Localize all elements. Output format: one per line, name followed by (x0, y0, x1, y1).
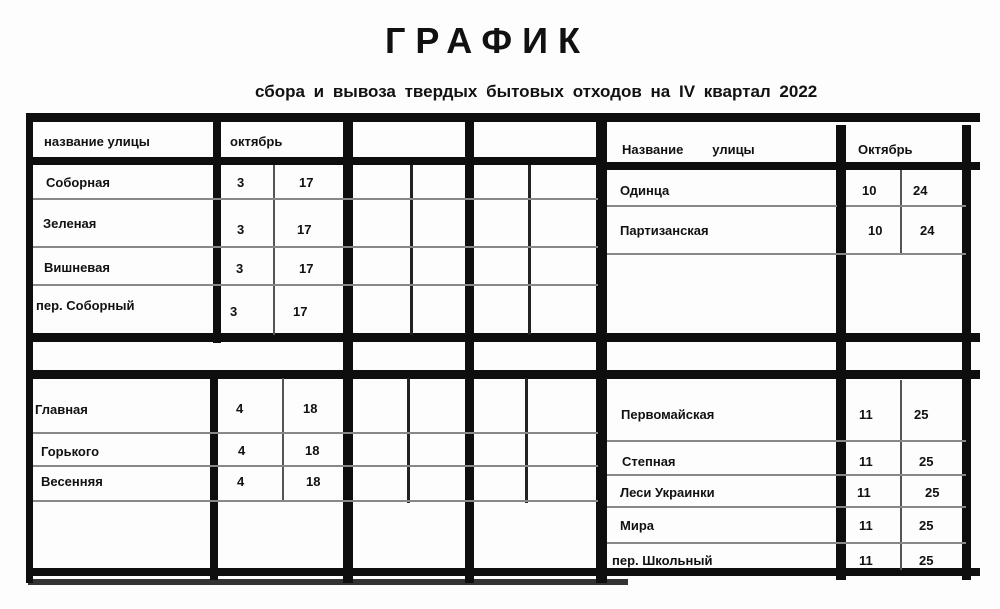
street-name: Мира (620, 518, 654, 533)
right-col-month-header: Октябрь (858, 142, 913, 157)
date-1: 11 (859, 407, 873, 422)
street-name: Главная (35, 402, 88, 417)
left-col-street-header: название улицы (44, 134, 150, 149)
date-2: 18 (303, 401, 318, 416)
date-2: 25 (919, 553, 934, 568)
date-1: 10 (862, 183, 877, 198)
date-1: 11 (857, 485, 871, 500)
street-name: Зеленая (43, 216, 97, 231)
date-2: 17 (299, 261, 314, 276)
date-2: 25 (919, 454, 934, 469)
street-name: Горького (41, 444, 100, 459)
date-2: 25 (919, 518, 934, 533)
date-2: 17 (297, 222, 312, 237)
street-name: Одинца (620, 183, 670, 198)
date-1: 3 (237, 222, 245, 237)
left-col-month-header: октябрь (230, 134, 283, 149)
street-name: Партизанская (620, 223, 709, 238)
date-1: 4 (236, 401, 244, 416)
date-2: 17 (293, 304, 308, 319)
date-1: 3 (237, 175, 245, 190)
date-1: 10 (868, 223, 883, 238)
date-1: 11 (859, 518, 873, 533)
date-1: 11 (859, 454, 873, 469)
street-name: Весенняя (41, 474, 103, 489)
date-2: 25 (914, 407, 929, 422)
date-1: 4 (237, 474, 245, 489)
street-name: пер. Школьный (612, 553, 713, 568)
date-2: 17 (299, 175, 314, 190)
street-name: Леси Украинки (620, 485, 715, 500)
page-subtitle: сбора и вывоза твердых бытовых отходов на IV квартал 2022 (255, 82, 818, 101)
right-col-street-header: Название улицы (622, 142, 755, 157)
street-name: Первомайская (621, 407, 715, 422)
page-title: ГРАФИК (385, 20, 590, 61)
date-2: 25 (925, 485, 940, 500)
date-2: 24 (913, 183, 928, 198)
date-1: 3 (230, 304, 238, 319)
street-name: Соборная (46, 175, 110, 190)
date-1: 11 (859, 553, 873, 568)
street-name: Степная (622, 454, 676, 469)
street-name: пер. Соборный (36, 298, 135, 313)
date-2: 18 (306, 474, 321, 489)
date-1: 4 (238, 443, 246, 458)
date-1: 3 (236, 261, 244, 276)
street-name: Вишневая (44, 260, 110, 275)
date-2: 18 (305, 443, 320, 458)
date-2: 24 (920, 223, 935, 238)
